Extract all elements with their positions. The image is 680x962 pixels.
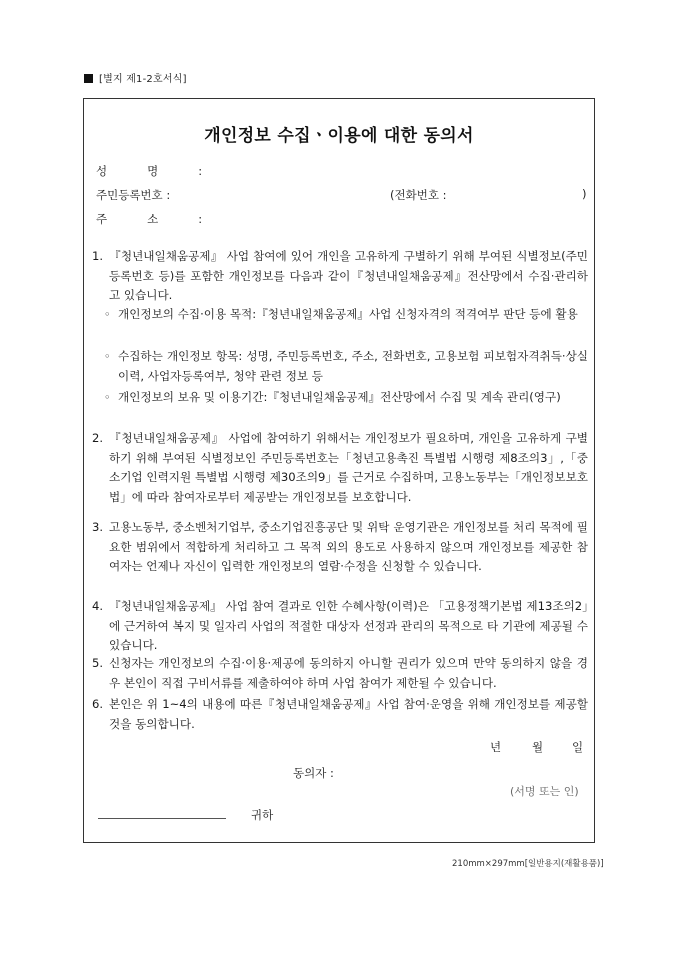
consenter-label: 동의자 : [293, 766, 334, 780]
sub-clause-purpose [104, 305, 588, 325]
name-label: 성명 [96, 164, 199, 178]
sub-clause-retention [104, 388, 588, 408]
name-field [96, 163, 202, 179]
consent-form [83, 98, 595, 843]
clause-text: 본인은 위 1~4의 내용에 따른『청년내일채움공제』사업 참여·운영을 위해 개인정보를 제공할 것을 동의합니다. [109, 697, 588, 731]
clause-number: 3. [92, 520, 104, 534]
clause-4 [92, 597, 588, 656]
rrn-colon: : [166, 188, 171, 202]
sub-clause-text: 개인정보의 수집·이용 목적:『청년내일채움공제』사업 신청자격의 적격여부 판단 등에 활용 [118, 307, 578, 321]
date-month: 월 [532, 740, 544, 754]
clause-text: 신청자는 개인정보의 수집·이용·제공에 동의하지 아니할 권리가 있으며 만약 동의하지 않을 경우 본인이 직접 구비서류를 제출하여야 하며 사업 참여가 제한될 수 있습니다. [109, 656, 588, 690]
clause-number: 5. [92, 656, 104, 670]
form-title: 개인정보 수집ㆍ이용에 대한 동의서 [204, 126, 474, 146]
clause-text: 『청년내일채움공제』 사업 참여 결과로 인한 수혜사항(이력)은 「고용정책기본법 제13조의2」에 근거하여 복지 및 일자리 사업의 적절한 대상자 선정과 관리의 목적으로 타 기관에 제공될 수 있습니다. [109, 599, 588, 653]
sub-clause-text: 수집하는 개인정보 항목: 성명, 주민등록번호, 주소, 전화번호, 고용보험 피보험자격취득·상실이력, 사업자등록여부, 청약 관련 정보 등 [118, 349, 588, 383]
phone-close-paren: ) [582, 187, 587, 201]
square-bullet-icon [84, 74, 93, 83]
recipient-blank-line [98, 818, 226, 819]
clause-text: 『청년내일채움공제』 사업에 참여하기 위해서는 개인정보가 필요하며, 개인을 고유하게 구별하기 위해 부여된 식별정보인 주민등록번호는「청년고용촉진 특별법 시행령 제8조의3」,「중소기업 인력지원 특별법 시행령 제30조의9」를 근거로 수집하며, 고용노동부는「개인정보보호법」에 따라 참여자로부터 제공받는 개인정보를 보호합니다. [109, 431, 588, 504]
clause-text: 『청년내일채움공제』 사업 참여에 있어 개인을 고유하게 구별하기 위해 부여된 식별정보(주민등록번호 등)를 포함한 개인정보를 다음과 같이『청년내일채움공제』전산망에서 수집·관리하고 있습니다. [109, 249, 588, 303]
recipient-suffix: 귀하 [251, 808, 274, 822]
clause-number: 2. [92, 431, 104, 445]
sub-clause-items [104, 347, 588, 386]
phone-label: (전화번호 : [390, 188, 447, 202]
paper-spec: 210mm×297mm[일반용지(재활용품)] [452, 859, 604, 869]
form-number [84, 70, 187, 85]
address-colon: : [198, 212, 203, 226]
rrn-label: 주민등록번호 [96, 188, 163, 202]
rrn-field [96, 187, 170, 203]
clause-number: 1. [92, 249, 104, 263]
bullet-icon: ◦ [104, 391, 111, 404]
clause-6 [92, 695, 588, 734]
name-colon: : [198, 164, 203, 178]
form-number-text: [별지 제1-2호서식] [99, 74, 187, 85]
date-day: 일 [572, 740, 584, 754]
address-label: 주소 [96, 212, 199, 226]
clause-number: 4. [92, 599, 104, 613]
clause-5 [92, 654, 588, 693]
date-year: 년 [490, 740, 502, 754]
clause-1 [92, 247, 588, 306]
bullet-icon: ◦ [104, 308, 111, 321]
clause-3 [92, 518, 588, 577]
clause-text: 고용노동부, 중소벤처기업부, 중소기업진흥공단 및 위탁 운영기관은 개인정보를 처리 목적에 필요한 범위에서 적합하게 처리하고 그 목적 외의 용도로 사용하지 않으며 개인정보를 제공한 참여자는 언제나 자신이 입력한 개인정보의 열람·수정을 신청할 수 있습니다. [109, 520, 588, 574]
clause-2 [92, 429, 588, 507]
signature-hint: (서명 또는 인) [510, 785, 579, 798]
bullet-icon: ◦ [104, 350, 111, 363]
sub-clause-text: 개인정보의 보유 및 이용기간:『청년내일채움공제』전산망에서 수집 및 계속 관리(영구) [118, 390, 561, 404]
clause-number: 6. [92, 697, 104, 711]
address-field [96, 211, 202, 227]
phone-field [390, 187, 587, 203]
